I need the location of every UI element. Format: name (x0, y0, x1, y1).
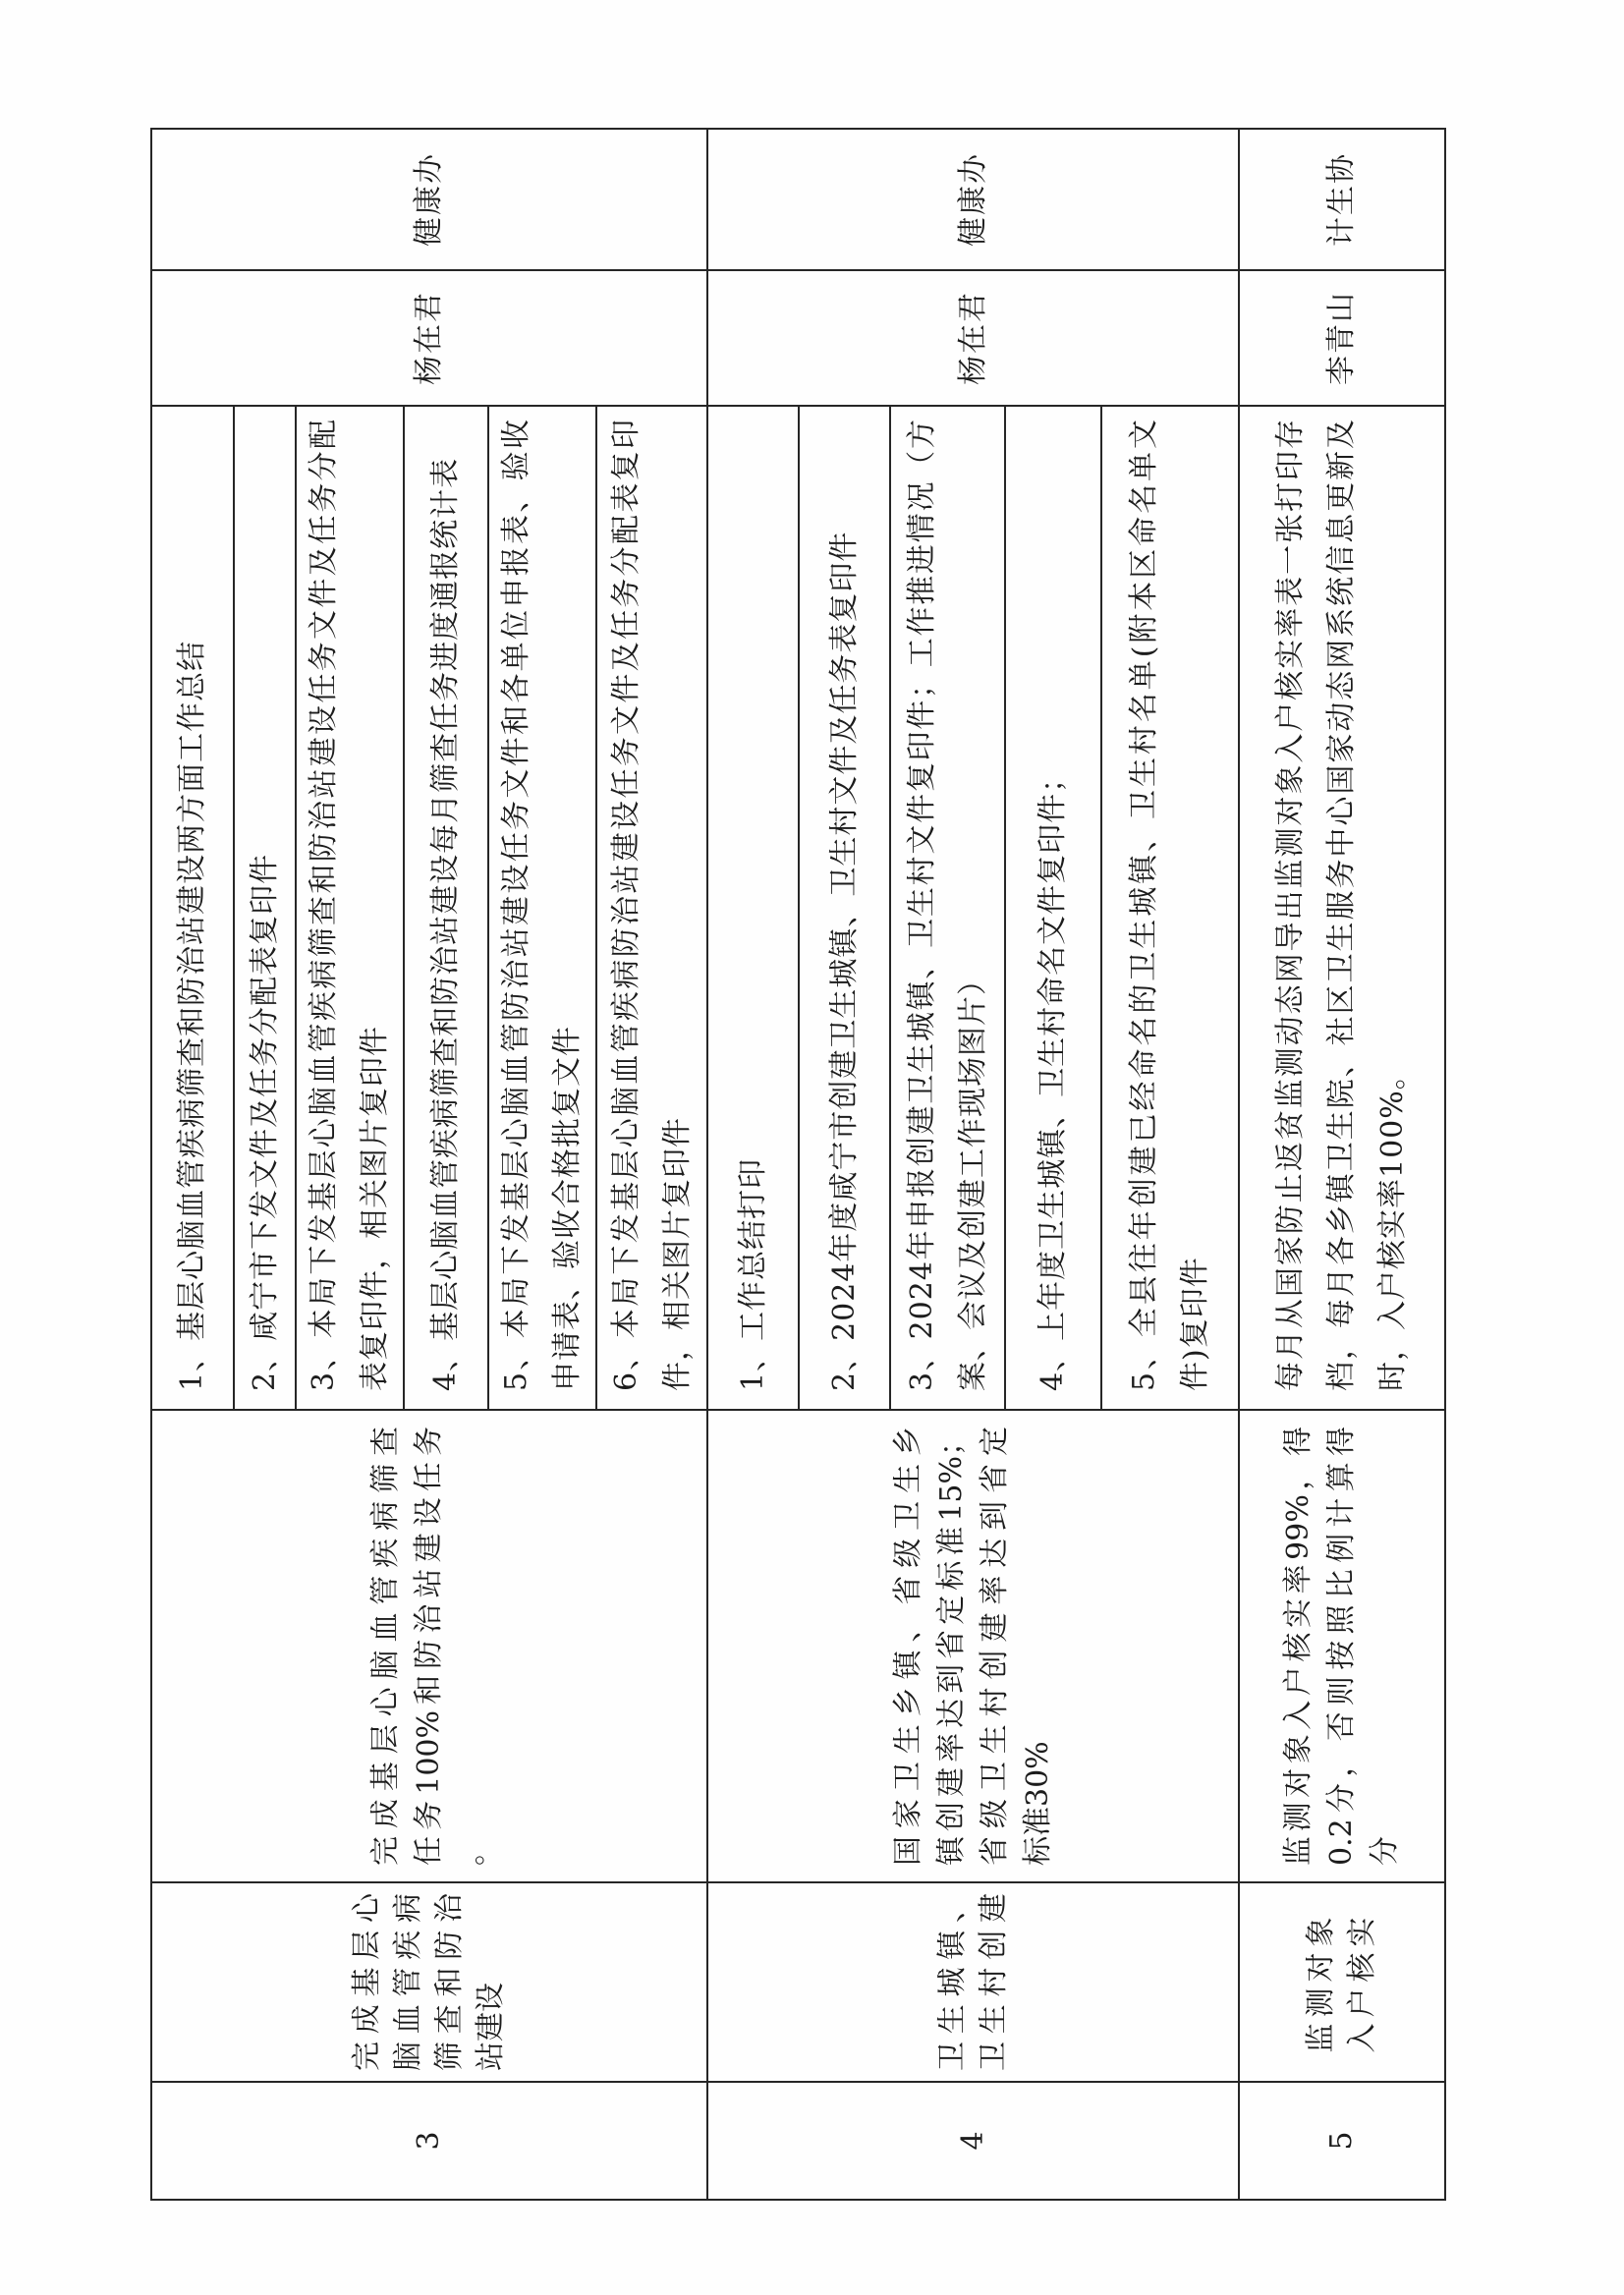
row-number: 5 (1324, 2131, 1359, 2151)
standard-cell (1239, 1410, 1445, 1882)
material-line: 3、本局下发基层心脑血管疾病筛查和防治站建设任务文件及任务分配 (307, 419, 341, 1391)
responsible-person: 李青山 (1324, 291, 1359, 385)
row-number-cell (707, 2082, 1239, 2200)
material-line: 4、基层心脑血管疾病筛查和防治站建设每月筛查任务进度通报统计表 (428, 457, 463, 1391)
item-line: 站建设 (474, 1983, 508, 2071)
standard-line: 国家卫生乡镇、省级卫生乡 (890, 1427, 925, 1866)
materials-cell (799, 406, 890, 1410)
standard-line: 。 (455, 1836, 489, 1866)
item-line: 筛查和防治 (432, 1893, 467, 2071)
person-cell (1239, 270, 1445, 406)
item-cell (1239, 1882, 1445, 2082)
material-line: 1、基层心脑血管疾病筛查和防治站建设两方面工作总结 (175, 640, 209, 1391)
materials-cell (1239, 406, 1445, 1410)
row-number-cell (151, 2082, 707, 2200)
department-cell (707, 129, 1239, 270)
item-cell (151, 1882, 707, 2082)
material-line: 5、全县往年创建已经命名的卫生城镇、卫生村名单(附本区命名单文 (1127, 419, 1161, 1391)
task-table (150, 128, 1446, 2201)
item-line: 卫生村创建 (976, 1893, 1011, 2071)
materials-cell (1101, 406, 1239, 1410)
standard-line: 0.2分，否则按照比例计算得 (1324, 1427, 1359, 1866)
rotated-table-sheet (150, 130, 1444, 2201)
standard-line: 标准30% (1020, 1741, 1055, 1866)
standard-line: 分 (1368, 1836, 1402, 1866)
material-line: 件，相关图片复印件 (659, 1117, 695, 1391)
material-line: 4、上年度卫生城镇、卫生村命名文件复印件； (1036, 761, 1070, 1391)
table-row (1239, 129, 1445, 2200)
materials-cell (596, 406, 707, 1410)
standard-line: 监测对象入户核实率99%，得 (1281, 1427, 1316, 1866)
material-line: 6、本局下发基层心脑血管疾病防治站建设任务文件及任务分配表复印 (608, 419, 644, 1391)
material-line: 1、工作总结打印 (735, 1157, 770, 1391)
department-cell (151, 129, 707, 270)
materials-cell (234, 406, 296, 1410)
materials-cell (404, 406, 488, 1410)
department-cell (1239, 129, 1445, 270)
responsible-person: 杨在君 (412, 291, 446, 385)
materials-cell (296, 406, 404, 1410)
material-line: 申请表、验收合格批复文件 (550, 1026, 585, 1391)
table-row (151, 129, 234, 2200)
person-cell (151, 270, 707, 406)
item-line: 监测对象 (1304, 1911, 1338, 2053)
material-line: 件)复印件 (1178, 1257, 1212, 1391)
standard-line: 省级卫生村创建率达到省定 (977, 1427, 1012, 1866)
standard-cell (151, 1410, 707, 1882)
standard-line: 任务100%和防治站建设任务 (412, 1427, 446, 1866)
item-line: 卫生城镇、 (934, 1893, 970, 2071)
materials-cell (488, 406, 596, 1410)
department-name: 计生协 (1324, 152, 1359, 247)
material-line: 档，每月各乡镇卫生院、社区卫生服务中心国家动态网系统信息更新及 (1324, 419, 1359, 1391)
material-line: 2、2024年度咸宁市创建卫生城镇、卫生村文件及任务表复印件 (826, 531, 862, 1391)
material-line: 3、2024年申报创建卫生城镇、卫生村文件复印件；工作推进情况（方 (904, 419, 939, 1391)
row-number: 3 (412, 2131, 446, 2151)
material-line: 时，入户核实率100%。 (1375, 1059, 1410, 1391)
responsible-person: 杨在君 (955, 291, 990, 385)
department-name: 健康办 (955, 152, 990, 247)
table-row (707, 129, 799, 2200)
standard-line: 镇创建率达到省定标准15%； (933, 1427, 969, 1866)
materials-cell (890, 406, 1005, 1410)
materials-cell (151, 406, 234, 1410)
person-cell (707, 270, 1239, 406)
materials-cell (707, 406, 799, 1410)
standard-line: 完成基层心脑血管疾病筛查 (368, 1427, 403, 1866)
material-line: 5、本局下发基层心脑血管防治站建设任务文件和各单位申报表、验收 (499, 419, 533, 1391)
material-line: 表复印件，相关图片复印件 (358, 1026, 392, 1391)
material-line: 案、会议及创建工作现场图片） (955, 965, 990, 1391)
row-number: 4 (955, 2131, 990, 2151)
row-number-cell (1239, 2082, 1445, 2200)
materials-cell (1005, 406, 1101, 1410)
material-line: 每月从国家防止返贫监测动态网导出监测对象入户核实率表一张打印存 (1273, 419, 1308, 1391)
item-line: 完成基层心 (350, 1893, 384, 2071)
material-line: 2、咸宁市下发文件及任务分配表复印件 (247, 853, 282, 1391)
item-line: 脑血管疾病 (391, 1893, 425, 2071)
department-name: 健康办 (412, 152, 446, 247)
item-cell (707, 1882, 1239, 2082)
standard-cell (707, 1410, 1239, 1882)
item-line: 入户核实 (1345, 1911, 1379, 2053)
